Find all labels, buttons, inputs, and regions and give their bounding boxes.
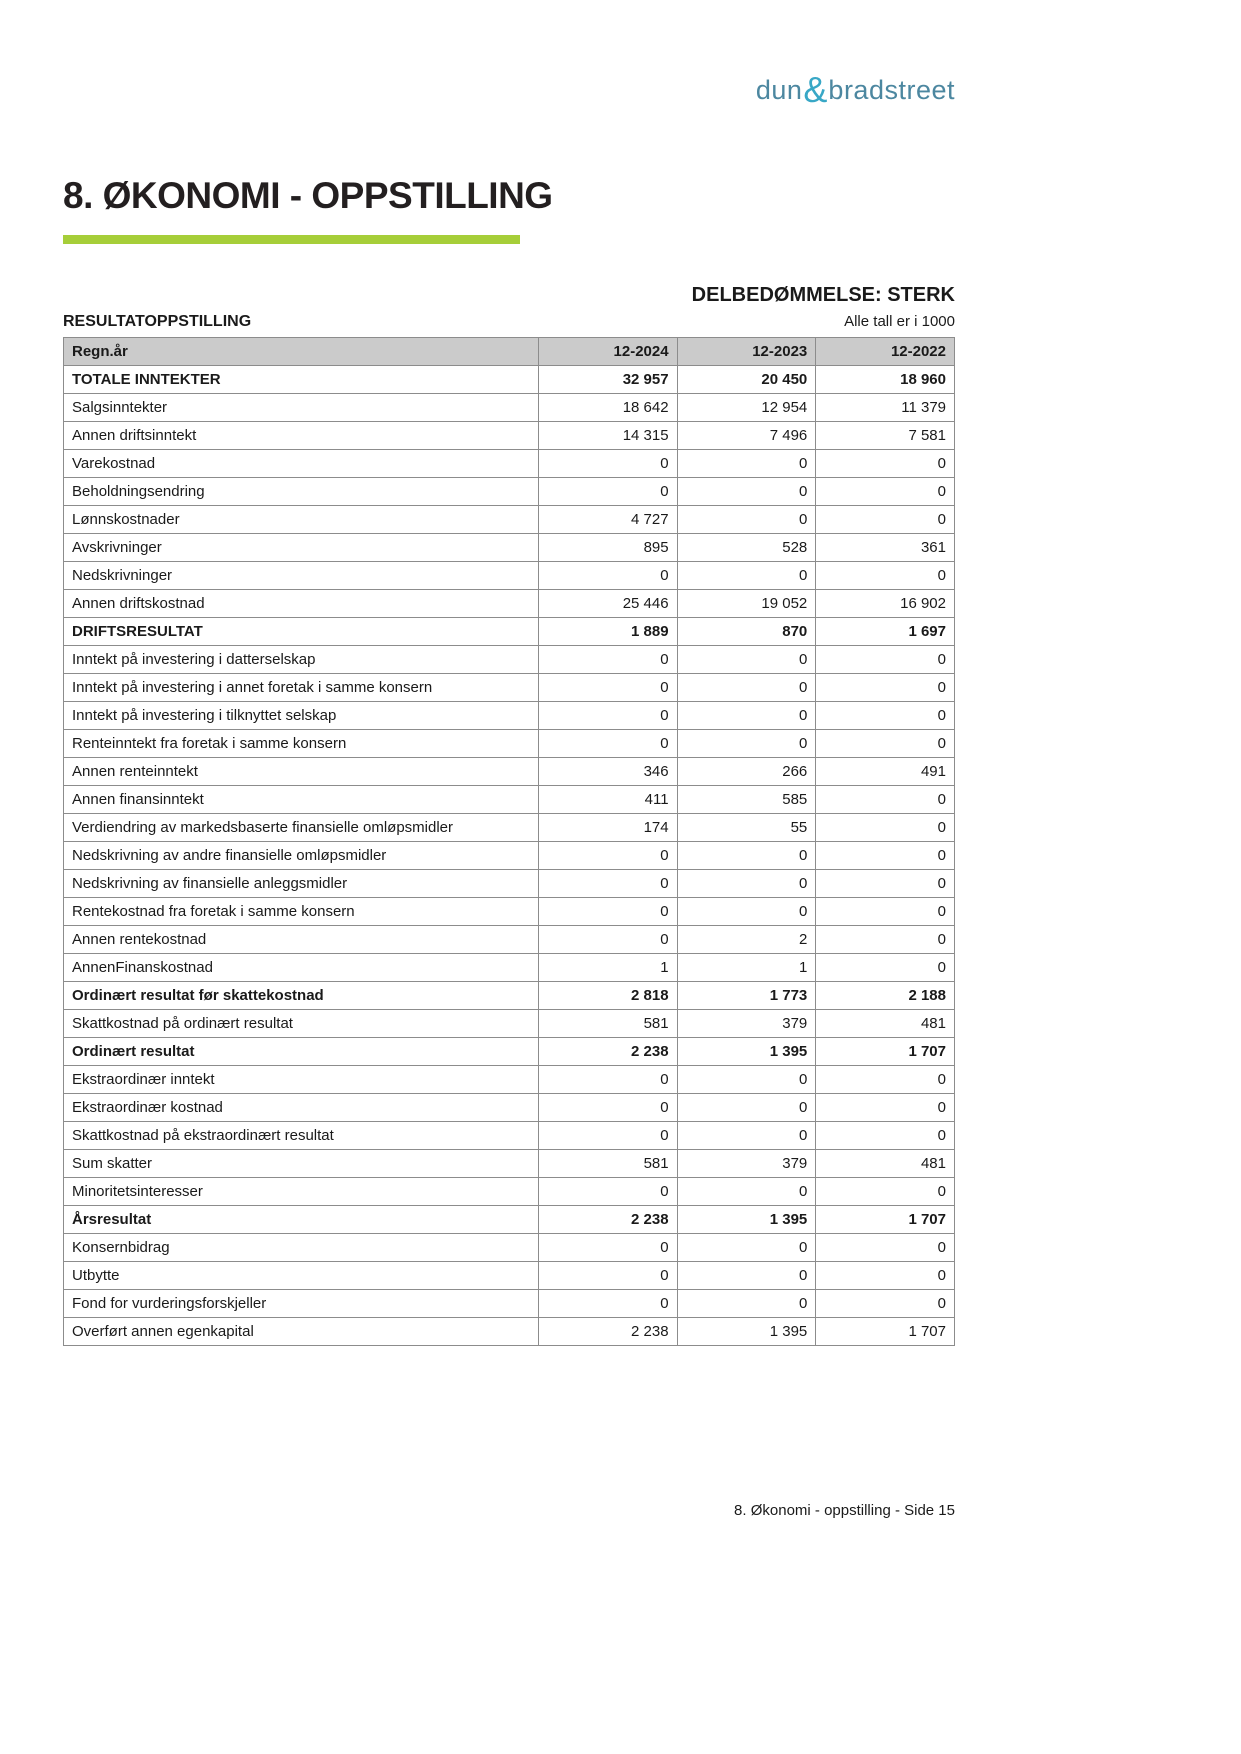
row-value: 0 — [538, 674, 677, 702]
row-value: 0 — [816, 870, 955, 898]
row-value: 0 — [816, 562, 955, 590]
dun-bradstreet-logo — [63, 69, 955, 113]
table-row — [64, 478, 955, 506]
row-value: 0 — [816, 898, 955, 926]
row-label: TOTALE INNTEKTER — [64, 366, 539, 394]
row-value: 346 — [538, 758, 677, 786]
row-value: 581 — [538, 1150, 677, 1178]
row-value: 1 889 — [538, 618, 677, 646]
row-value: 0 — [538, 1290, 677, 1318]
row-value: 19 052 — [677, 590, 816, 618]
row-value: 1 395 — [677, 1206, 816, 1234]
row-value: 0 — [538, 870, 677, 898]
row-value: 895 — [538, 534, 677, 562]
table-row — [64, 674, 955, 702]
row-value: 0 — [677, 478, 816, 506]
row-value: 481 — [816, 1010, 955, 1038]
row-label: Renteinntekt fra foretak i samme konsern — [64, 730, 539, 758]
row-value: 20 450 — [677, 366, 816, 394]
result-table-head — [64, 338, 955, 366]
row-label: Konsernbidrag — [64, 1234, 539, 1262]
row-value: 0 — [677, 1290, 816, 1318]
table-row — [64, 898, 955, 926]
row-value: 12 954 — [677, 394, 816, 422]
row-label: Utbytte — [64, 1262, 539, 1290]
table-row — [64, 702, 955, 730]
row-value: 0 — [538, 1234, 677, 1262]
row-value: 0 — [816, 786, 955, 814]
table-row — [64, 562, 955, 590]
row-value: 491 — [816, 758, 955, 786]
row-value: 0 — [816, 646, 955, 674]
assessment-label: DELBEDØMMELSE: STERK — [691, 284, 955, 306]
table-row — [64, 450, 955, 478]
row-value: 7 581 — [816, 422, 955, 450]
table-row — [64, 534, 955, 562]
row-value: 0 — [816, 450, 955, 478]
row-label: Fond for vurderingsforskjeller — [64, 1290, 539, 1318]
row-value: 0 — [816, 1066, 955, 1094]
table-row — [64, 870, 955, 898]
row-value: 1 707 — [816, 1318, 955, 1346]
row-value: 1 707 — [816, 1038, 955, 1066]
row-label: Annen rentekostnad — [64, 926, 539, 954]
row-value: 0 — [816, 842, 955, 870]
row-label: Annen renteinntekt — [64, 758, 539, 786]
table-row — [64, 730, 955, 758]
table-row — [64, 982, 955, 1010]
row-label: Ekstraordinær kostnad — [64, 1094, 539, 1122]
row-value: 2 — [677, 926, 816, 954]
page-title: 8. ØKONOMI - OPPSTILLING — [63, 175, 553, 216]
row-value: 0 — [816, 926, 955, 954]
row-label: Overført annen egenkapital — [64, 1318, 539, 1346]
row-value: 0 — [538, 898, 677, 926]
logo-word-bradstreet: bradstreet — [828, 75, 955, 105]
table-row — [64, 1178, 955, 1206]
row-value: 0 — [816, 702, 955, 730]
row-value: 0 — [677, 562, 816, 590]
row-label: Sum skatter — [64, 1150, 539, 1178]
table-title: RESULTATOPPSTILLING — [63, 313, 252, 330]
row-label: AnnenFinanskostnad — [64, 954, 539, 982]
row-value: 0 — [538, 1122, 677, 1150]
table-row — [64, 618, 955, 646]
row-value: 0 — [816, 506, 955, 534]
row-value: 0 — [538, 926, 677, 954]
row-value: 16 902 — [816, 590, 955, 618]
row-value: 0 — [816, 1122, 955, 1150]
row-value: 1 773 — [677, 982, 816, 1010]
row-label: Annen driftsinntekt — [64, 422, 539, 450]
row-value: 0 — [538, 1178, 677, 1206]
table-row — [64, 366, 955, 394]
table-caption-row — [63, 313, 955, 331]
table-row — [64, 1094, 955, 1122]
row-value: 0 — [677, 674, 816, 702]
row-value: 1 — [538, 954, 677, 982]
row-value: 55 — [677, 814, 816, 842]
row-label: Verdiendring av markedsbaserte finansielle omløpsmidler — [64, 814, 539, 842]
column-header: 12-2024 — [538, 338, 677, 366]
row-value: 0 — [538, 478, 677, 506]
row-value: 0 — [677, 1122, 816, 1150]
page-footer: 8. Økonomi - oppstilling - Side 15 — [734, 1502, 955, 1519]
table-row — [64, 394, 955, 422]
row-label: DRIFTSRESULTAT — [64, 618, 539, 646]
row-value: 18 960 — [816, 366, 955, 394]
table-row — [64, 646, 955, 674]
row-value: 0 — [816, 730, 955, 758]
row-value: 1 395 — [677, 1038, 816, 1066]
table-row — [64, 786, 955, 814]
page-content — [63, 0, 955, 1346]
row-label: Inntekt på investering i annet foretak i samme konsern — [64, 674, 539, 702]
row-value: 32 957 — [538, 366, 677, 394]
row-label: Skattkostnad på ordinært resultat — [64, 1010, 539, 1038]
row-label: Ordinært resultat — [64, 1038, 539, 1066]
row-value: 2 188 — [816, 982, 955, 1010]
row-value: 1 395 — [677, 1318, 816, 1346]
row-label: Nedskrivning av finansielle anleggsmidler — [64, 870, 539, 898]
row-value: 2 818 — [538, 982, 677, 1010]
table-row — [64, 758, 955, 786]
row-value: 2 238 — [538, 1038, 677, 1066]
table-row — [64, 1038, 955, 1066]
table-row — [64, 1318, 955, 1346]
row-value: 4 727 — [538, 506, 677, 534]
row-value: 0 — [816, 1290, 955, 1318]
row-value: 0 — [816, 954, 955, 982]
row-value: 0 — [677, 870, 816, 898]
column-header: 12-2022 — [816, 338, 955, 366]
row-label: Inntekt på investering i tilknyttet selskap — [64, 702, 539, 730]
row-value: 870 — [677, 618, 816, 646]
title-accent-bar — [63, 235, 520, 244]
row-label: Avskrivninger — [64, 534, 539, 562]
logo-word-dun: dun — [755, 75, 803, 105]
row-value: 528 — [677, 534, 816, 562]
row-value: 379 — [677, 1010, 816, 1038]
row-label: Salgsinntekter — [64, 394, 539, 422]
row-label: Annen driftskostnad — [64, 590, 539, 618]
row-value: 585 — [677, 786, 816, 814]
table-row — [64, 1122, 955, 1150]
row-value: 0 — [538, 1262, 677, 1290]
row-value: 18 642 — [538, 394, 677, 422]
header-row — [64, 338, 955, 366]
table-row — [64, 954, 955, 982]
table-row — [64, 842, 955, 870]
row-value: 0 — [816, 1262, 955, 1290]
row-value: 0 — [677, 450, 816, 478]
table-row — [64, 926, 955, 954]
row-value: 1 707 — [816, 1206, 955, 1234]
row-value: 0 — [677, 842, 816, 870]
row-value: 0 — [538, 450, 677, 478]
row-value: 0 — [677, 506, 816, 534]
row-value: 0 — [677, 1262, 816, 1290]
row-value: 411 — [538, 786, 677, 814]
row-label: Nedskrivninger — [64, 562, 539, 590]
row-value: 581 — [538, 1010, 677, 1038]
table-row — [64, 422, 955, 450]
table-row — [64, 1066, 955, 1094]
row-label: Lønnskostnader — [64, 506, 539, 534]
row-value: 0 — [677, 702, 816, 730]
result-table — [63, 337, 955, 1346]
row-value: 25 446 — [538, 590, 677, 618]
table-row — [64, 1234, 955, 1262]
row-value: 0 — [677, 1066, 816, 1094]
row-value: 0 — [538, 842, 677, 870]
row-label: Inntekt på investering i datterselskap — [64, 646, 539, 674]
row-value: 1 — [677, 954, 816, 982]
logo-ampersand-icon: & — [803, 69, 828, 110]
row-label: Rentekostnad fra foretak i samme konsern — [64, 898, 539, 926]
row-value: 361 — [816, 534, 955, 562]
row-value: 0 — [677, 730, 816, 758]
row-value: 0 — [816, 1178, 955, 1206]
row-value: 0 — [677, 1234, 816, 1262]
row-value: 379 — [677, 1150, 816, 1178]
table-row — [64, 814, 955, 842]
column-header: Regn.år — [64, 338, 539, 366]
row-label: Varekostnad — [64, 450, 539, 478]
row-value: 174 — [538, 814, 677, 842]
row-value: 0 — [816, 478, 955, 506]
table-row — [64, 590, 955, 618]
row-value: 0 — [538, 562, 677, 590]
row-value: 0 — [816, 674, 955, 702]
row-value: 0 — [816, 1094, 955, 1122]
row-value: 0 — [538, 1066, 677, 1094]
row-label: Annen finansinntekt — [64, 786, 539, 814]
row-label: Minoritetsinteresser — [64, 1178, 539, 1206]
row-value: 0 — [677, 898, 816, 926]
row-value: 481 — [816, 1150, 955, 1178]
row-value: 266 — [677, 758, 816, 786]
row-value: 7 496 — [677, 422, 816, 450]
row-label: Ekstraordinær inntekt — [64, 1066, 539, 1094]
column-header: 12-2023 — [677, 338, 816, 366]
table-row — [64, 1206, 955, 1234]
row-value: 0 — [538, 646, 677, 674]
table-row — [64, 1150, 955, 1178]
row-value: 0 — [677, 646, 816, 674]
result-table-body — [64, 366, 955, 1346]
row-value: 1 697 — [816, 618, 955, 646]
table-row — [64, 506, 955, 534]
row-value: 0 — [538, 1094, 677, 1122]
row-value: 0 — [816, 1234, 955, 1262]
row-value: 2 238 — [538, 1206, 677, 1234]
table-row — [64, 1262, 955, 1290]
row-label: Ordinært resultat før skattekostnad — [64, 982, 539, 1010]
table-row — [64, 1290, 955, 1318]
row-value: 0 — [677, 1178, 816, 1206]
row-label: Beholdningsendring — [64, 478, 539, 506]
row-label: Skattkostnad på ekstraordinært resultat — [64, 1122, 539, 1150]
row-label: Årsresultat — [64, 1206, 539, 1234]
row-value: 0 — [538, 730, 677, 758]
row-value: 0 — [538, 702, 677, 730]
row-value: 11 379 — [816, 394, 955, 422]
row-value: 0 — [816, 814, 955, 842]
row-value: 2 238 — [538, 1318, 677, 1346]
table-row — [64, 1010, 955, 1038]
row-label: Nedskrivning av andre finansielle omløpsmidler — [64, 842, 539, 870]
row-value: 0 — [677, 1094, 816, 1122]
row-value: 14 315 — [538, 422, 677, 450]
units-note: Alle tall er i 1000 — [844, 313, 955, 330]
